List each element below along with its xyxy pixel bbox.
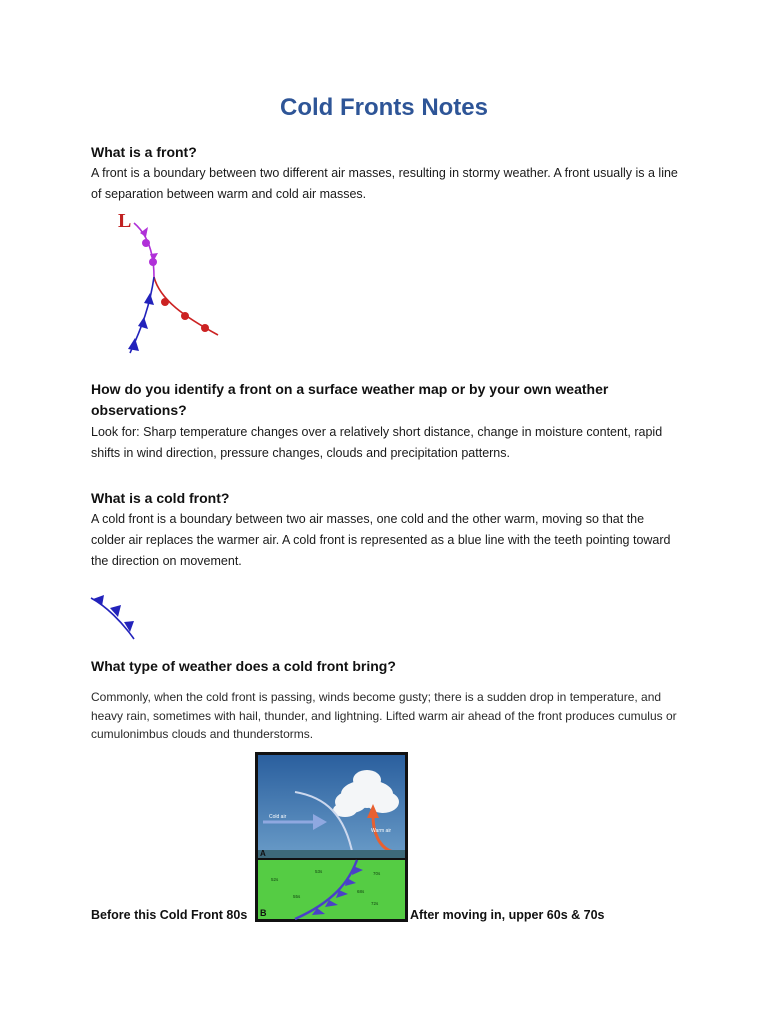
heading-identify-front: How do you identify a front on a surface weather map or by your own weather observations?	[91, 381, 609, 418]
panel-a-label: A	[260, 849, 266, 858]
panel-a-ground	[258, 850, 405, 858]
warm-front-bump	[201, 324, 209, 332]
panel-b-map	[258, 860, 405, 919]
para-cold-front: A cold front is a boundary between two air masses, one cold and the other warm, moving so that the colder air replaces the warmer air. A cold front is represented as a blue line with the teeth pointing toward the direction on movement.	[91, 512, 671, 568]
caption-after-front: After moving in, upper 60s & 70s	[410, 908, 605, 922]
heading-cold-front: What is a cold front?	[91, 490, 230, 506]
warm-air-label: Warm air	[371, 828, 392, 834]
cold-front-tooth	[138, 317, 148, 329]
look-for-label: Look for:	[91, 425, 140, 439]
low-pressure-label: L	[118, 210, 132, 232]
heading-cold-front-weather: What type of weather does a cold front bring?	[91, 658, 396, 674]
warm-front-bump	[161, 298, 169, 306]
cold-front-tooth	[144, 293, 154, 305]
para-what-is-front: A front is a boundary between two different air masses, resulting in stormy weather. A front usually is a line of separation between warm and cold air masses.	[91, 166, 678, 201]
cold-front-symbol	[88, 592, 140, 642]
temp-label: 68s	[357, 889, 365, 894]
identify-details: Sharp temperature changes over a relatively short distance, change in moisture content, rapid shifts in wind direction, pressure changes, clouds and precipitation patterns.	[91, 425, 663, 460]
cold-front-symbol-tooth	[110, 605, 121, 617]
temp-label: 70s	[373, 871, 381, 876]
heading-what-is-front: What is a front?	[91, 144, 197, 160]
temp-label: 52s	[271, 877, 279, 882]
front-map-figure	[90, 205, 225, 357]
temp-label: 55s	[293, 894, 301, 899]
cold-front-diagram	[255, 752, 408, 922]
cold-front-tooth	[128, 338, 139, 351]
caption-before-front: Before this Cold Front 80s	[91, 908, 248, 922]
cold-front-symbol-tooth	[124, 621, 134, 632]
warm-front-bump	[181, 312, 189, 320]
panel-b-label: B	[260, 908, 267, 918]
cold-front-symbol-line	[91, 598, 134, 639]
cold-air-label: Cold air	[269, 814, 287, 820]
occluded-tooth	[140, 227, 148, 237]
para-identify-front	[91, 422, 681, 464]
para-cold-front-weather: Commonly, when the cold front is passing, winds become gusty; there is a sudden drop in temperature, and heavy rain, sometimes with hail, thunder, and lightning. Lifted warm air ahead of the front produces cumulus or cumulonimbus clouds and thunderstorms.	[91, 690, 677, 741]
occluded-bump	[142, 239, 150, 247]
page-title: Cold Fronts Notes	[280, 94, 488, 121]
temp-label: 72s	[371, 901, 379, 906]
temp-label: 53s	[315, 869, 323, 874]
